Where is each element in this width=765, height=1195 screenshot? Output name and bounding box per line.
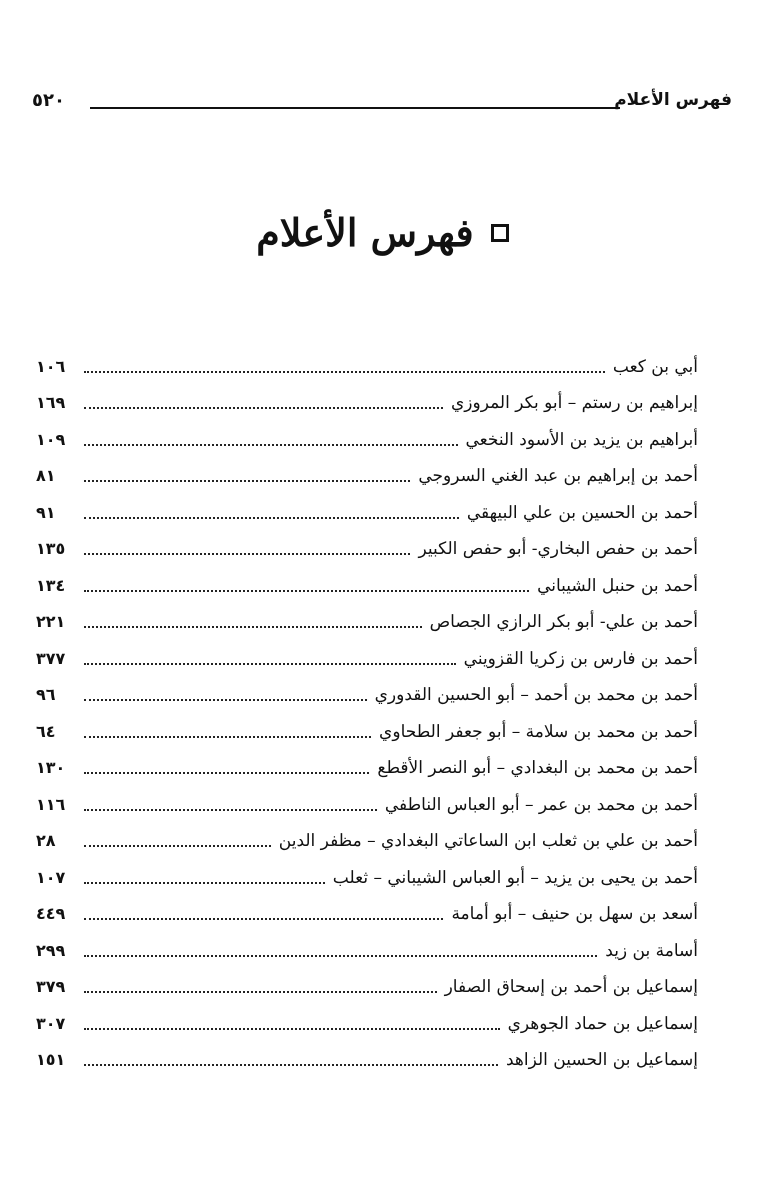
index-entry: [36, 1001, 698, 1038]
entry-page-number: ١٠٦: [36, 356, 66, 376]
entry-name: أحمد بن علي- أبو بكر الرازي الجصاص: [429, 612, 698, 632]
dot-leader: [84, 809, 377, 811]
entry-page-number: ١٥١: [36, 1050, 66, 1069]
index-entry: [36, 527, 698, 564]
entry-page-number: ٣٧٧: [36, 648, 66, 668]
dot-leader: [84, 480, 410, 482]
index-entry: [36, 965, 698, 1002]
entry-name: أحمد بن الحسين بن علي البيهقي: [466, 502, 698, 523]
entry-name: أبي بن كعب: [612, 356, 698, 377]
index-list: [36, 344, 698, 1074]
entry-name: أبراهيم بن يزيد بن الأسود النخعي: [465, 429, 698, 450]
entry-name: أحمد بن حفص البخاري- أبو حفص الكبير: [418, 539, 698, 559]
dot-leader: [84, 517, 459, 519]
index-entry: [36, 746, 698, 783]
entry-page-number: ١٦٩: [36, 393, 66, 412]
dot-leader: [84, 1028, 500, 1030]
index-entry: [36, 417, 698, 454]
dot-leader: [84, 626, 422, 628]
index-entry: [36, 782, 698, 819]
dot-leader: [84, 444, 458, 446]
square-bullet-icon: [491, 224, 509, 242]
entry-name: أحمد بن فارس بن زكريا القزويني: [463, 648, 698, 669]
dot-leader: [84, 736, 371, 738]
entry-name: إسماعيل بن أحمد بن إسحاق الصفار: [444, 977, 698, 997]
entry-page-number: ٣٧٩: [36, 977, 66, 996]
entry-page-number: ٤٤٩: [36, 904, 66, 923]
entry-page-number: ١٣٥: [36, 539, 66, 558]
dot-leader: [84, 955, 597, 957]
entry-name: إبراهيم بن رستم – أبو بكر المروزي: [450, 393, 698, 413]
entry-page-number: ٦٤: [36, 721, 56, 741]
index-entry: [36, 454, 698, 491]
index-entry: [36, 490, 698, 527]
entry-page-number: ٢٢١: [36, 612, 66, 631]
entry-page-number: ١٣٤: [36, 575, 66, 595]
dot-leader: [84, 590, 529, 592]
dot-leader: [84, 663, 456, 665]
dot-leader: [84, 882, 325, 884]
entry-name: أسامة بن زيد: [605, 940, 698, 961]
entry-page-number: ٢٨: [36, 831, 56, 850]
dot-leader: [84, 845, 271, 847]
entry-name: أحمد بن محمد بن عمر – أبو العباس الناطفي: [384, 794, 698, 815]
entry-page-number: ١٠٩: [36, 429, 66, 449]
dot-leader: [84, 772, 369, 774]
entry-name: إسماعيل بن حماد الجوهري: [507, 1013, 698, 1034]
entry-page-number: ٣٠٧: [36, 1013, 66, 1033]
index-entry: [36, 855, 698, 892]
entry-name: أحمد بن علي بن ثعلب ابن الساعاتي البغدادي – مظفر الدين: [278, 831, 698, 851]
dot-leader: [84, 407, 443, 409]
header-rule: [90, 107, 620, 109]
entry-page-number: ٨١: [36, 466, 56, 485]
index-entry: [36, 381, 698, 418]
page-number: ٥٢٠: [32, 90, 65, 111]
index-heading: [0, 210, 765, 255]
running-title: فهرس الأعلام: [614, 90, 732, 110]
entry-name: أسعد بن سهل بن حنيف – أبو أمامة: [451, 904, 698, 924]
index-entry: [36, 928, 698, 965]
entry-page-number: ٩٦: [36, 685, 56, 704]
dot-leader: [84, 991, 437, 993]
dot-leader: [84, 699, 367, 701]
entry-page-number: ١٠٧: [36, 867, 66, 887]
dot-leader: [84, 1064, 498, 1066]
entry-name: أحمد بن محمد بن البغدادي – أبو النصر الأقطع: [377, 758, 698, 778]
entry-name: أحمد بن محمد بن سلامة – أبو جعفر الطحاوي: [379, 721, 698, 742]
dot-leader: [84, 918, 443, 920]
entry-name: أحمد بن حنبل الشيباني: [537, 575, 698, 596]
index-entry: [36, 819, 698, 856]
index-entry: [36, 673, 698, 710]
index-entry: [36, 1038, 698, 1075]
entry-page-number: ٩١: [36, 502, 56, 522]
dot-leader: [84, 371, 605, 373]
running-head: [32, 90, 732, 114]
index-entry: [36, 344, 698, 381]
entry-page-number: ١٣٠: [36, 758, 66, 777]
entry-name: أحمد بن يحيى بن يزيد – أبو العباس الشيباني – ثعلب: [332, 867, 698, 888]
index-entry: [36, 892, 698, 929]
entry-page-number: ٢٩٩: [36, 940, 66, 960]
index-entry: [36, 709, 698, 746]
entry-name: أحمد بن محمد بن أحمد – أبو الحسين القدوري: [374, 685, 698, 705]
entry-name: إسماعيل بن الحسين الزاهد: [505, 1050, 698, 1070]
entry-page-number: ١١٦: [36, 794, 66, 814]
entry-name: أحمد بن إبراهيم بن عبد الغني السروجي: [418, 466, 698, 486]
index-entry: [36, 600, 698, 637]
dot-leader: [84, 553, 410, 555]
index-entry: [36, 563, 698, 600]
heading-text: فهرس الأعلام: [256, 210, 474, 255]
index-entry: [36, 636, 698, 673]
